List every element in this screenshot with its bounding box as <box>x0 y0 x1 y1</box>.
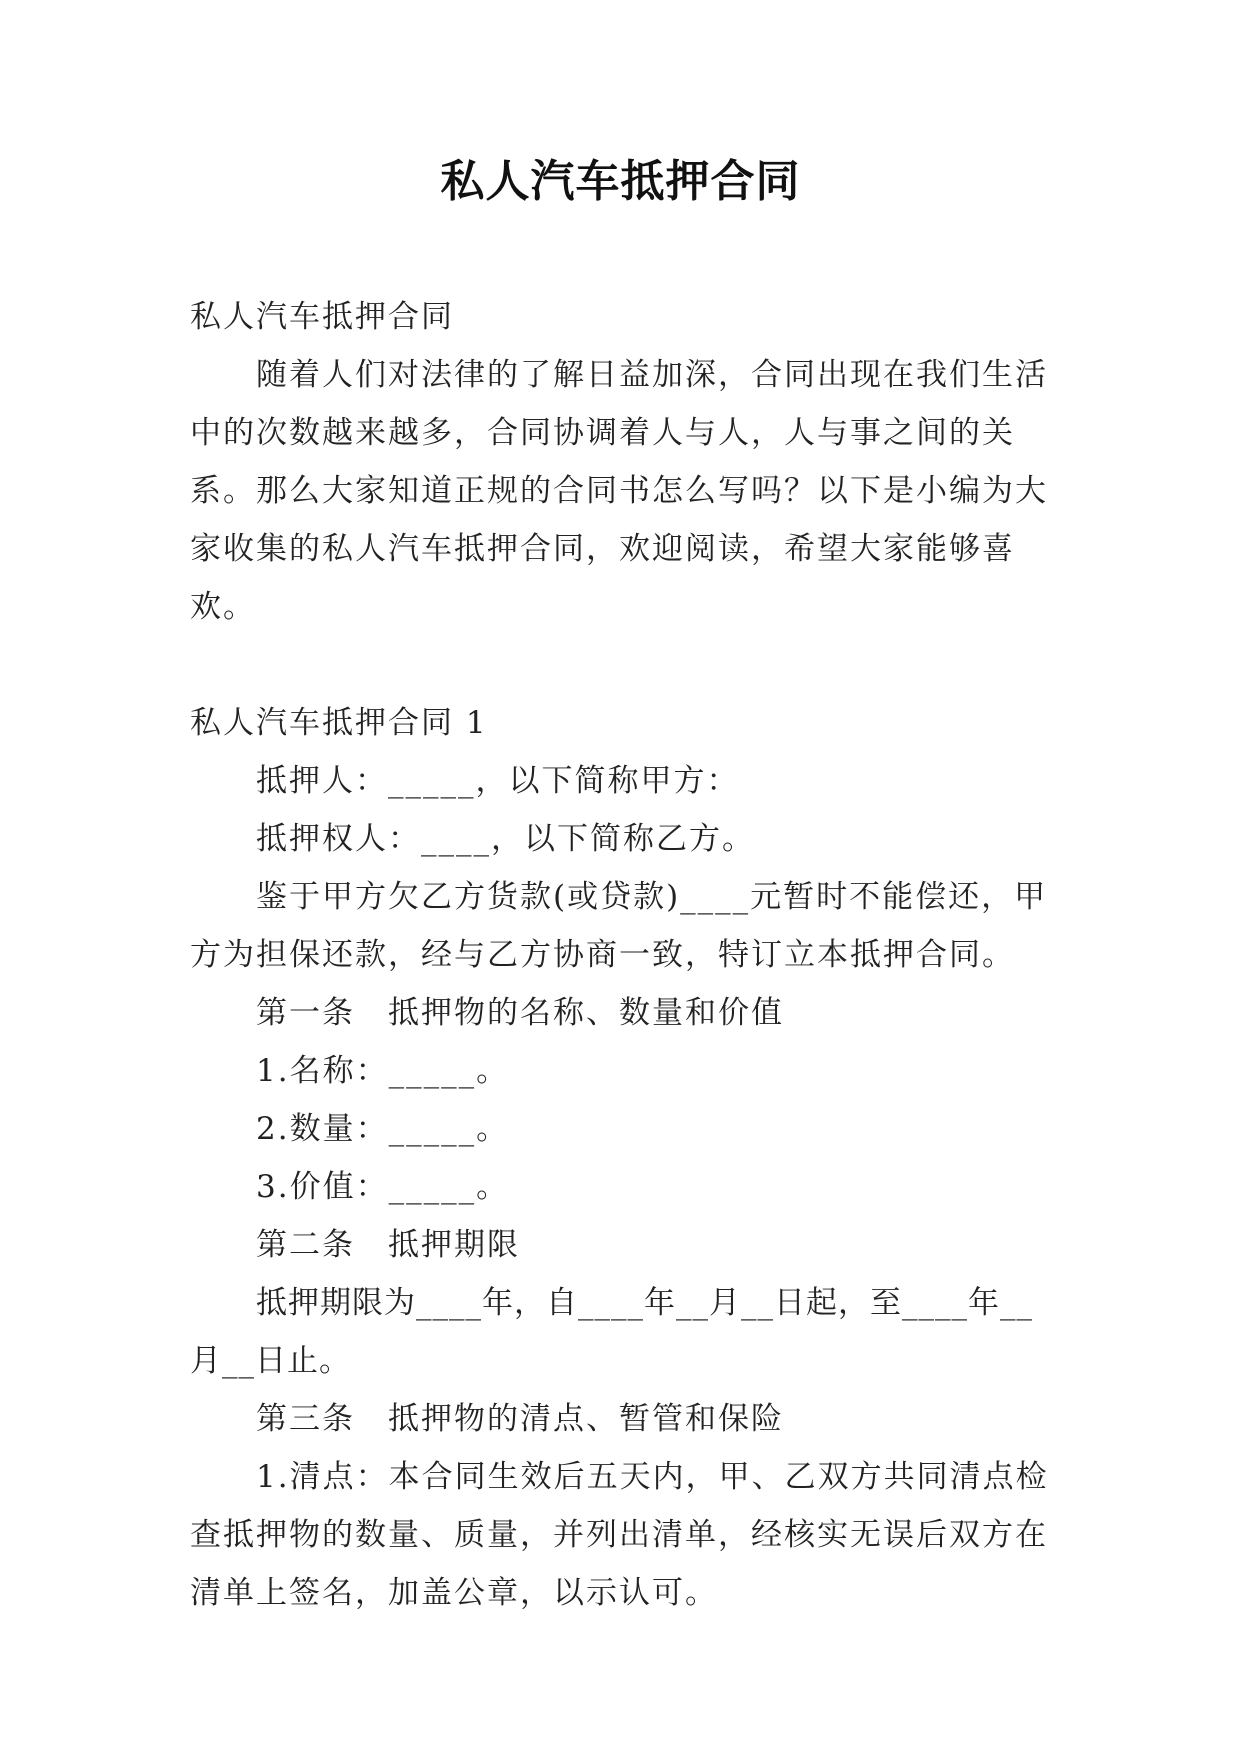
intro-paragraph: 随着人们对法律的了解日益加深，合同出现在我们生活中的次数越来越多，合同协调着人与人，人与事之间的关系。那么大家知道正规的合同书怎么写吗？以下是小编为大家收集的私人汽车抵押合同，欢迎阅读，希望大家能够喜欢。 <box>190 357 1048 625</box>
mortgagee-line: 抵押权人：____，以下简称乙方。 <box>256 821 755 857</box>
article-3-heading: 第三条 抵押物的清点、暂管和保险 <box>256 1401 784 1437</box>
mortgagor-line: 抵押人：_____，以下简称甲方： <box>256 763 740 799</box>
document-title: 私人汽车抵押合同 <box>440 156 801 207</box>
recital-paragraph: 鉴于甲方欠乙方货款(或贷款)____元暂时不能偿还，甲方为担保还款，经与乙方协商一致，特订立本抵押合同。 <box>190 879 1048 973</box>
article-1-item-quantity: 2.数量：_____。 <box>256 1111 510 1147</box>
contract-heading: 私人汽车抵押合同 1 <box>190 705 488 741</box>
article-2-heading: 第二条 抵押期限 <box>256 1227 520 1263</box>
article-1-heading: 第一条 抵押物的名称、数量和价值 <box>256 995 784 1031</box>
article-2-term: 抵押期限为____年，自____年__月__日起，至____年__月__日止。 <box>190 1285 1033 1379</box>
article-1-item-value: 3.价值：_____。 <box>256 1169 510 1205</box>
article-3-item-inventory: 1.清点：本合同生效后五天内，甲、乙双方共同清点检查抵押物的数量、质量，并列出清单，经核实无误后双方在清单上签名，加盖公章，以示认可。 <box>190 1459 1049 1611</box>
article-1-item-name: 1.名称：_____。 <box>256 1053 510 1089</box>
document-body <box>190 288 1050 1622</box>
section-heading: 私人汽车抵押合同 <box>190 299 454 335</box>
